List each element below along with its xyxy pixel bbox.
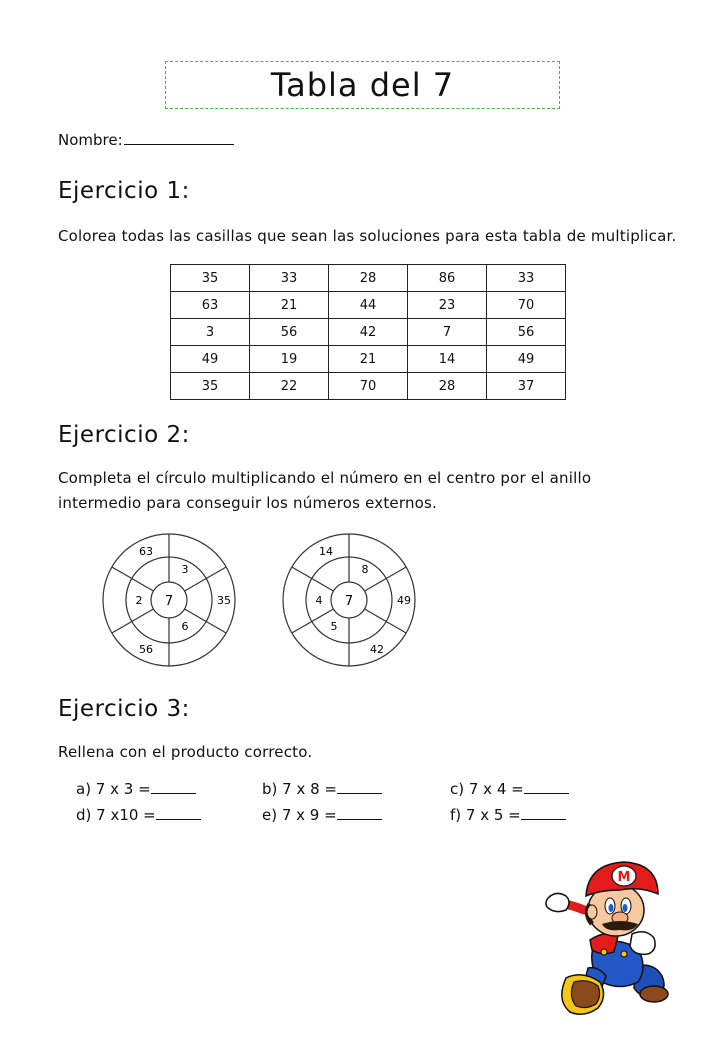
grid-cell[interactable]: 44 [329,292,408,319]
answer-blank[interactable] [337,806,382,820]
grid-cell[interactable]: 42 [329,319,408,346]
exercise-3-instruction: Rellena con el producto correcto. [58,743,313,761]
grid-cell[interactable]: 23 [408,292,487,319]
wheel-1-outer-value: 56 [139,643,153,656]
exercise-2-heading: Ejercicio 2: [58,422,190,448]
wheel-1-outer-value: 63 [139,545,153,558]
multiplication-wheel-1 [100,532,240,672]
product-item [262,806,382,824]
exercise-1-instruction: Colorea todas las casillas que sean las soluciones para esta tabla de multiplicar. [58,227,677,245]
grid-cell[interactable]: 49 [171,346,250,373]
grid-cell[interactable]: 70 [487,292,566,319]
grid-cell[interactable]: 7 [408,319,487,346]
wheel-2-outer-value: 14 [319,545,333,558]
product-item [76,806,201,824]
grid-cell[interactable]: 28 [408,373,487,400]
product-item [450,806,566,824]
grid-cell[interactable]: 49 [487,346,566,373]
product-expression: e) 7 x 9 = [262,806,337,824]
title-box [165,61,560,109]
product-expression: b) 7 x 8 = [262,780,337,798]
grid-row [171,292,566,319]
answer-blank[interactable] [521,806,566,820]
wheel-2-outer-value: 42 [370,643,384,656]
grid-cell[interactable]: 33 [487,265,566,292]
product-item [76,780,196,798]
grid-cell[interactable]: 14 [408,346,487,373]
grid-cell[interactable]: 56 [250,319,329,346]
wheel-2-inner-value: 5 [330,620,338,633]
grid-row [171,373,566,400]
grid-cell[interactable]: 70 [329,373,408,400]
grid-cell[interactable]: 19 [250,346,329,373]
grid-row [171,346,566,373]
wheel-1-center: 7 [164,594,174,609]
answer-blank[interactable] [151,780,196,794]
grid-cell[interactable]: 33 [250,265,329,292]
product-expression: f) 7 x 5 = [450,806,521,824]
product-expression: c) 7 x 4 = [450,780,524,798]
name-field [58,130,234,149]
product-item [450,780,569,798]
grid-row [171,319,566,346]
wheel-1-outer-value: 35 [217,594,231,607]
grid-cell[interactable]: 35 [171,265,250,292]
grid-cell[interactable]: 86 [408,265,487,292]
mario-illustration [544,848,674,1018]
grid-cell[interactable]: 21 [329,346,408,373]
wheel-1-inner-value: 2 [135,594,143,607]
answer-blank[interactable] [524,780,569,794]
exercise-1-heading: Ejercicio 1: [58,178,190,204]
grid-cell[interactable]: 28 [329,265,408,292]
page-title: Tabla del 7 [270,66,455,104]
wheel-2-inner-value: 8 [361,563,369,576]
wheel-1-inner-value: 6 [181,620,189,633]
grid-cell[interactable]: 35 [171,373,250,400]
exercise-2-instruction-line-2: intermedio para conseguir los números externos. [58,494,438,512]
product-expression: d) 7 x10 = [76,806,156,824]
cap-letter: M [617,870,631,885]
grid-cell[interactable]: 3 [171,319,250,346]
answer-blank[interactable] [156,806,201,820]
grid-row [171,265,566,292]
grid-cell[interactable]: 56 [487,319,566,346]
exercise-3-heading: Ejercicio 3: [58,696,190,722]
name-label: Nombre: [58,131,123,149]
exercise-2-instruction-line-1: Completa el círculo multiplicando el número en el centro por el anillo [58,469,592,487]
number-grid [170,264,566,400]
wheel-1-inner-value: 3 [181,563,189,576]
answer-blank[interactable] [337,780,382,794]
grid-cell[interactable]: 22 [250,373,329,400]
product-expression: a) 7 x 3 = [76,780,151,798]
wheel-2-outer-value: 49 [397,594,411,607]
grid-cell[interactable]: 21 [250,292,329,319]
wheel-2-center: 7 [344,594,354,609]
product-item [262,780,382,798]
name-blank[interactable] [124,130,234,145]
exercise-2-instruction [58,466,591,516]
grid-cell[interactable]: 63 [171,292,250,319]
wheel-2-inner-value: 4 [315,594,323,607]
multiplication-wheel-2 [280,532,420,672]
grid-cell[interactable]: 37 [487,373,566,400]
